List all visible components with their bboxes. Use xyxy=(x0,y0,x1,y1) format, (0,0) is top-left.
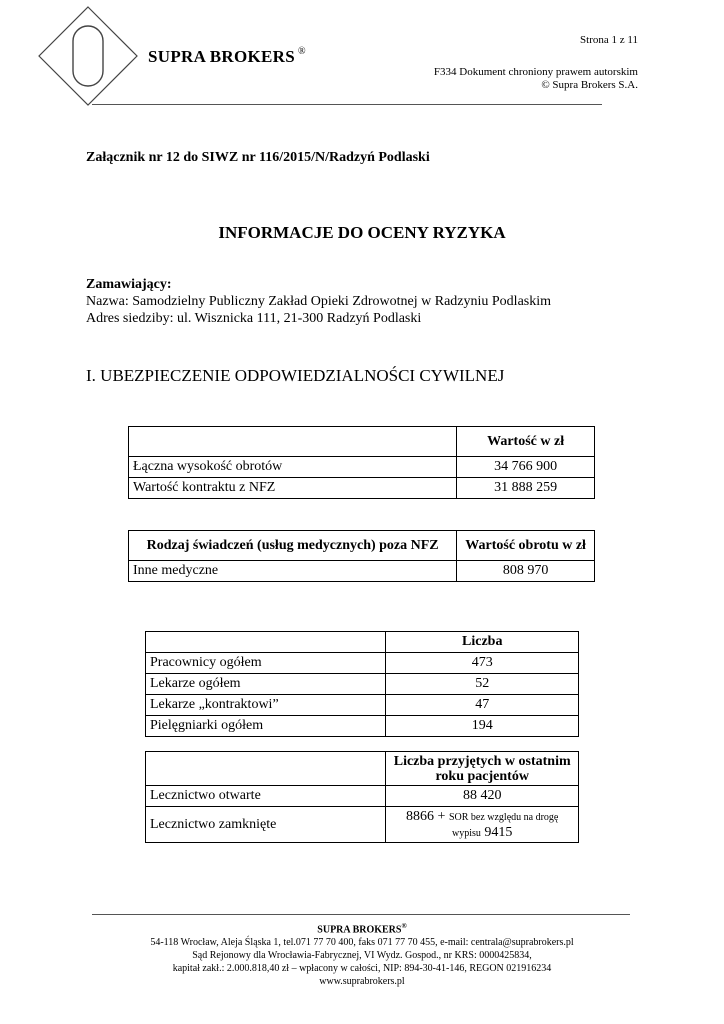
row-value: 31 888 259 xyxy=(457,478,595,499)
buyer-info xyxy=(86,276,551,327)
row-value: 808 970 xyxy=(457,561,595,582)
services-table xyxy=(128,530,595,582)
table-header-cell: Liczba xyxy=(386,632,579,653)
table-header-row xyxy=(129,427,595,457)
table-row xyxy=(146,695,579,716)
footer-website: www.suprabrokers.pl xyxy=(319,976,405,988)
row-label: Lecznictwo otwarte xyxy=(146,786,386,807)
footer-line: kapitał zakł.: 2.000.818,40 zł – wpłacony w całości, NIP: 894-30-41-146, REGON 021916234 xyxy=(172,963,552,975)
table-header-empty xyxy=(129,427,457,457)
row-value: 473 xyxy=(386,653,579,674)
section-title: I. UBEZPIECZENIE ODPOWIEDZIALNOŚCI CYWILNEJ xyxy=(86,366,505,385)
table-header-cell xyxy=(386,752,579,786)
row-value: 88 420 xyxy=(386,786,579,807)
buyer-label: Zamawiający: xyxy=(86,277,172,292)
table-header-empty xyxy=(146,752,386,786)
row-label: Wartość kontraktu z NFZ xyxy=(129,478,457,499)
turnover-table xyxy=(128,426,595,499)
row-value xyxy=(386,807,579,843)
row-label: Lekarze ogółem xyxy=(146,674,386,695)
table-header-cell: Rodzaj świadczeń (usług medycznych) poza NFZ xyxy=(129,531,457,561)
table-header-row xyxy=(129,531,595,561)
row-value: 52 xyxy=(386,674,579,695)
row-label: Lekarze „kontraktowi” xyxy=(146,695,386,716)
table-header-cell: Wartość obrotu w zł xyxy=(457,531,595,561)
footer-divider xyxy=(92,914,630,915)
value-note: SOR bez względu na drogę xyxy=(448,811,559,823)
page-number: Strona 1 z 11 xyxy=(580,34,638,46)
header-brand: SUPRA BROKERS ® xyxy=(148,46,306,66)
header-line: roku pacjentów xyxy=(435,768,529,784)
staff-table xyxy=(145,631,579,737)
row-label: Pielęgniarki ogółem xyxy=(146,716,386,737)
main-title: INFORMACJE DO OCENY RYZYKA xyxy=(218,223,506,242)
table-row xyxy=(146,674,579,695)
footer-brand: SUPRA BROKERS® xyxy=(317,922,407,936)
table-header-row xyxy=(146,632,579,653)
patients-table xyxy=(145,751,579,843)
annex-title: Załącznik nr 12 do SIWZ nr 116/2015/N/Radzyń Podlaski xyxy=(86,150,430,165)
row-label: Pracownicy ogółem xyxy=(146,653,386,674)
table-row xyxy=(129,561,595,582)
row-label: Lecznictwo zamknięte xyxy=(146,807,386,843)
doc-note-line: F334 Dokument chroniony prawem autorskim xyxy=(433,66,638,78)
value-main: 8866 + xyxy=(406,808,446,824)
table-header-cell: Wartość w zł xyxy=(457,427,595,457)
table-row xyxy=(146,807,579,843)
value-end: 9415 xyxy=(484,824,513,840)
header-line: Liczba przyjętych w ostatnim xyxy=(393,753,571,769)
row-value: 194 xyxy=(386,716,579,737)
row-value: 47 xyxy=(386,695,579,716)
supra-brokers-logo xyxy=(36,4,140,108)
buyer-address: Adres siedziby: ul. Wisznicka 111, 21-300 Radzyń Podlaski xyxy=(86,311,422,326)
row-label: Łączna wysokość obrotów xyxy=(129,457,457,478)
table-row xyxy=(146,786,579,807)
copyright-note xyxy=(434,66,638,92)
header-divider xyxy=(92,104,602,105)
row-value: 34 766 900 xyxy=(457,457,595,478)
table-header-empty xyxy=(146,632,386,653)
buyer-name: Nazwa: Samodzielny Publiczny Zakład Opieki Zdrowotnej w Radzyniu Podlaskim xyxy=(86,294,552,309)
table-row xyxy=(146,653,579,674)
table-row xyxy=(129,478,595,499)
row-label: Inne medyczne xyxy=(129,561,457,582)
doc-note-line: © Supra Brokers S.A. xyxy=(541,79,638,91)
table-row xyxy=(129,457,595,478)
footer-line: Sąd Rejonowy dla Wrocławia-Fabrycznej, VI Wydz. Gospod., nr KRS: 0000425834, xyxy=(192,950,532,962)
footer-line: 54-118 Wrocław, Aleja Śląska 1, tel.071 77 70 400, faks 071 77 70 455, e-mail: centrala@suprabrokers.pl xyxy=(150,937,574,949)
table-header-row xyxy=(146,752,579,786)
value-note: wypisu xyxy=(452,827,481,839)
table-row xyxy=(146,716,579,737)
footer xyxy=(0,920,724,988)
